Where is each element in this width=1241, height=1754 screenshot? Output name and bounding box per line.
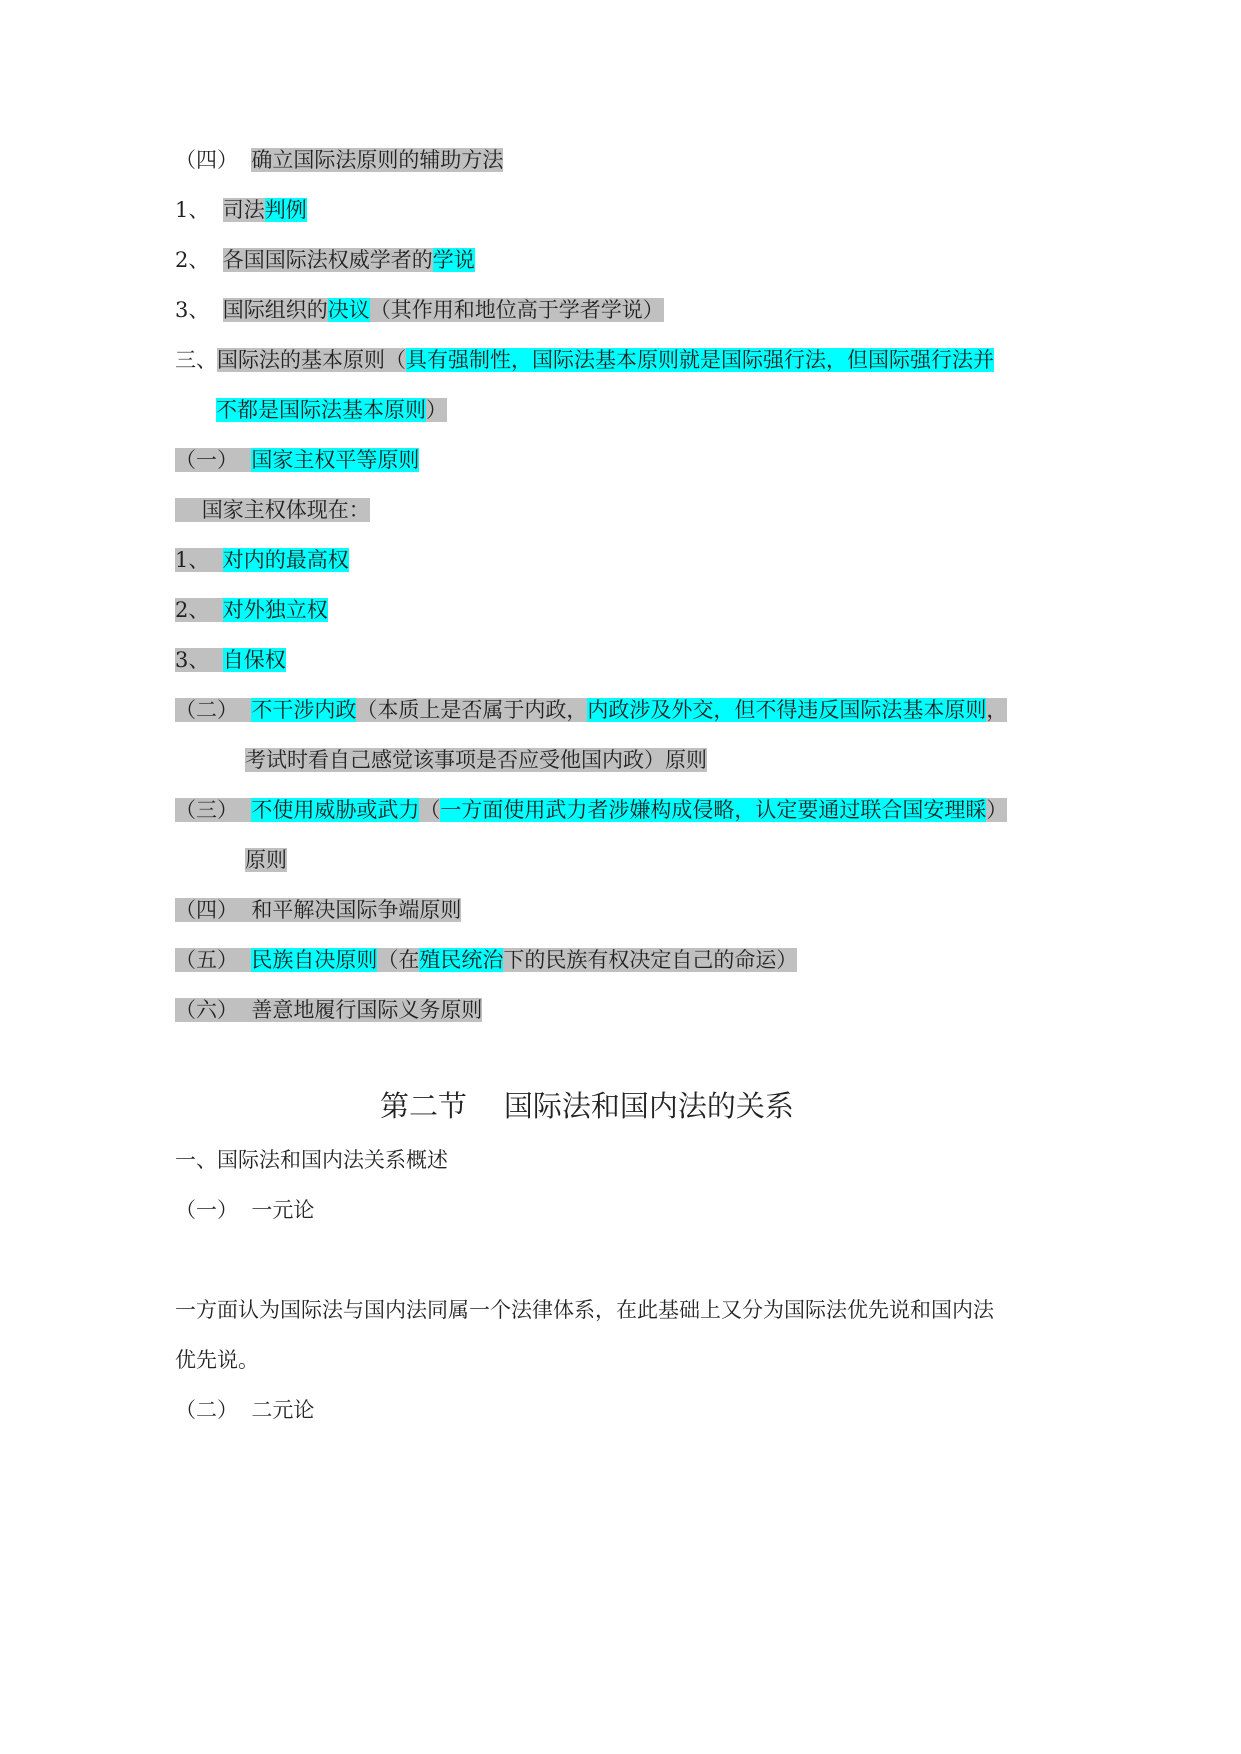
subheading-4b: （四） 和平解决国际争端原则: [175, 898, 462, 922]
paragraph-continued: 优先说。: [175, 1348, 259, 1372]
section-title: 第二节 国际法和国内法的关系: [380, 1089, 794, 1123]
subheading-6: （六） 善意地履行国际义务原则: [175, 998, 483, 1022]
list-item: 3、 国际组织的决议（其作用和地位高于学者学说）: [175, 298, 664, 322]
heading-1: 一、国际法和国内法关系概述: [175, 1148, 448, 1172]
subheading-4: （四） 确立国际法原则的辅助方法: [175, 148, 504, 172]
subheading-2-continued: 考试时看自己感觉该事项是否应受他国内政）原则: [245, 748, 707, 772]
list-item: 3、 自保权: [175, 648, 286, 672]
subheading-3-continued: 原则: [245, 848, 287, 872]
heading-3: 三、国际法的基本原则（具有强制性，国际法基本原则就是国际强行法，但国际强行法并: [175, 348, 994, 372]
subheading-2: （二） 不干涉内政（本质上是否属于内政，内政涉及外交，但不得违反国际法基本原则，: [175, 698, 1008, 722]
paragraph: 一方面认为国际法与国内法同属一个法律体系，在此基础上又分为国际法优先说和国内法: [175, 1298, 994, 1322]
subheading-1: （一） 国家主权平等原则: [175, 448, 420, 472]
subheading-3: （三） 不使用威胁或武力（一方面使用武力者涉嫌构成侵略，认定要通过联合国安理睬）: [175, 798, 1008, 822]
paragraph: 国家主权体现在：: [175, 498, 370, 522]
heading-3-continued: 不都是国际法基本原则）: [216, 398, 447, 422]
subheading-dualism: （二） 二元论: [175, 1398, 315, 1422]
list-item: 1、 司法判例: [175, 198, 307, 222]
list-item: 2、 对外独立权: [175, 598, 328, 622]
subheading-5: （五） 民族自决原则（在殖民统治下的民族有权决定自己的命运）: [175, 948, 798, 972]
list-item: 1、 对内的最高权: [175, 548, 349, 572]
list-item: 2、 各国国际法权威学者的学说: [175, 248, 475, 272]
subheading-monism: （一） 一元论: [175, 1198, 315, 1222]
